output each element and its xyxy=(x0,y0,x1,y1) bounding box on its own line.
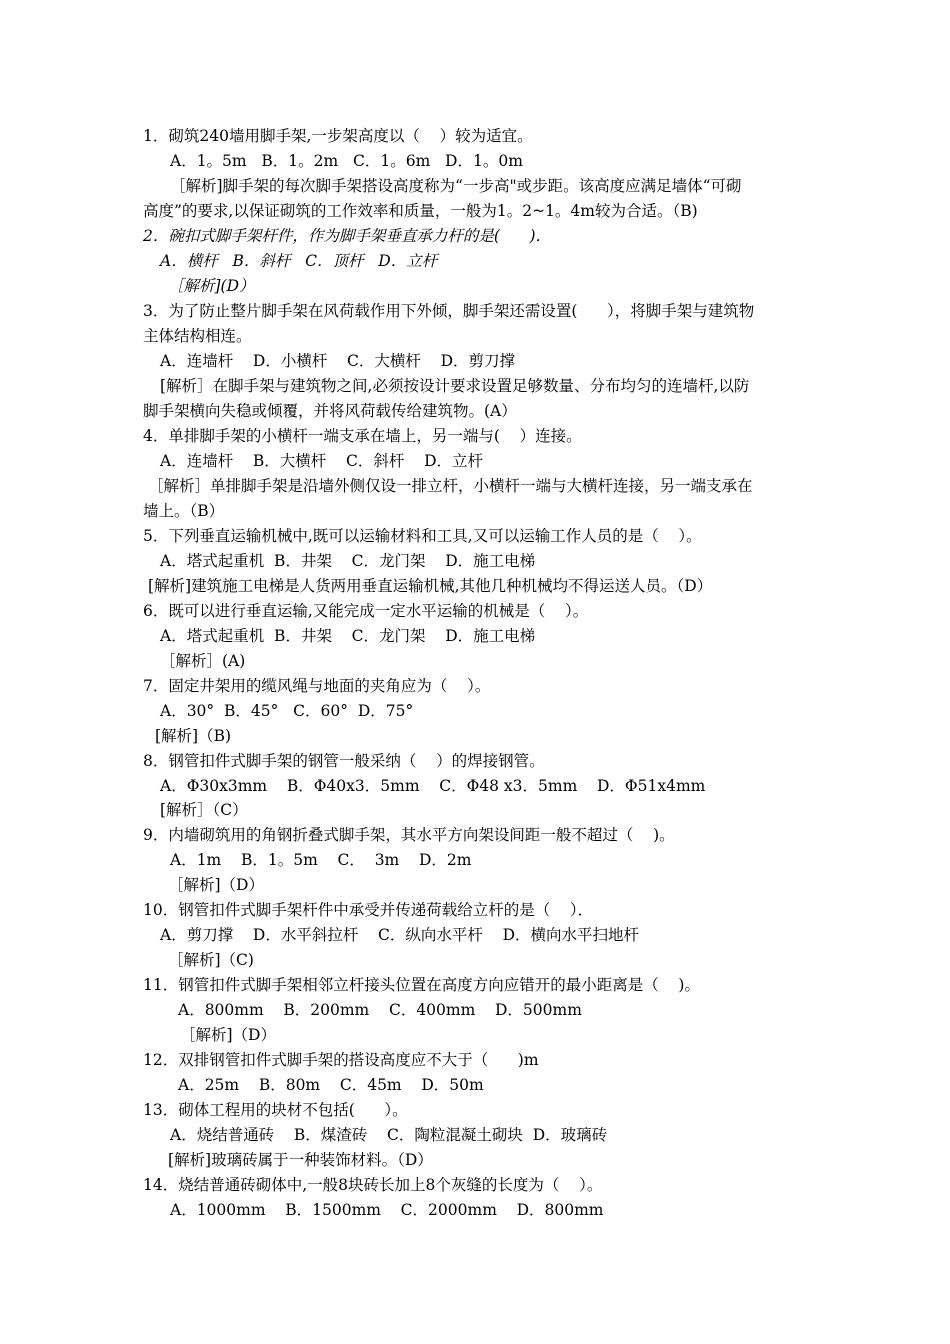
q14-options: A．1000mm B．1500mm C．2000mm D．800mm xyxy=(170,1201,604,1219)
q9-analysis: ［解析]（D） xyxy=(168,876,264,894)
q5-analysis: [解析]建筑施工电梯是人货两用垂直运输机械,其他几种机械均不得运送人员。（D） xyxy=(148,577,713,595)
q11-question: 11．钢管扣件式脚手架相邻立杆接头位置在高度方向应错开的最小距离是（ )。 xyxy=(143,976,700,994)
q3-analysis-line2: 脚手架横向失稳或倾覆，并将风荷载传给建筑物。(A） xyxy=(143,402,517,420)
q3-question-line1: 3．为了防止整片脚手架在风荷载作用下外倾，脚手架还需设置( ），将脚手架与建筑物 xyxy=(143,302,755,320)
q13-analysis: [解析]玻璃砖属于一种装饰材料。（D） xyxy=(168,1151,433,1169)
q1-analysis-line1: ［解析]脚手架的每次脚手架搭设高度称为“一步高"或步距。该高度应满足墙体“可砌 xyxy=(170,177,742,195)
q3-analysis-line1: [解析］在脚手架与建筑物之间,必须按设计要求设置足够数量、分布均匀的连墙杆,以防 xyxy=(160,377,750,395)
q1-question: 1．砌筑240墙用脚手架,一步架高度以（ ）较为适宜。 xyxy=(143,127,533,145)
q4-options: A．连墙杆 B．大横杆 C．斜杆 D．立杆 xyxy=(160,452,483,470)
q4-analysis-line2: 墙上。（B） xyxy=(143,502,225,520)
q14-question: 14．烧结普通砖砌体中,一般8块砖长加上8个灰缝的长度为（ ）。 xyxy=(143,1176,603,1194)
q9-options: A．1m B．1。5m C． 3m D．2m xyxy=(170,851,472,869)
q10-question: 10．钢管扣件式脚手架杆件中承受并传递荷载给立杆的是（ ）． xyxy=(143,901,594,919)
q3-options: A．连墙杆 D．小横杆 C．大横杆 D．剪刀撑 xyxy=(160,352,516,370)
q6-question: 6．既可以进行垂直运输,又能完成一定水平运输的机械是（ ）。 xyxy=(143,602,589,620)
q10-options: A．剪刀撑 D．水平斜拉杆 C．纵向水平杆 D．横向水平扫地杆 xyxy=(160,926,640,944)
q1-analysis-line2: 高度”的要求,以保证砌筑的工作效率和质量，一般为1。2~1。4m较为合适。（B) xyxy=(143,202,698,220)
q7-options: A．30° B．45° C．60° D．75° xyxy=(160,702,414,720)
q8-analysis: [解析］（C） xyxy=(160,801,248,819)
q8-question: 8．钢管扣件式脚手架的钢管一般采纳（ ）的焊接钢管。 xyxy=(143,752,545,770)
q12-question: 12．双排钢管扣件式脚手架的搭设高度应不大于（ )m xyxy=(143,1051,539,1069)
q7-question: 7．固定井架用的缆风绳与地面的夹角应为（ ）。 xyxy=(143,677,491,695)
q13-question: 13．砌体工程用的块材不包括( ）。 xyxy=(143,1101,408,1119)
q7-analysis: [解析]（B) xyxy=(155,727,232,745)
q5-question: 5．下列垂直运输机械中,既可以运输材料和工具,又可以运输工作人员的是（ ）。 xyxy=(143,527,702,545)
q12-options: A．25m B．80m C．45m D．50m xyxy=(178,1076,484,1094)
q2-question: 2．碗扣式脚手架杆件，作为脚手架垂直承力杆的是( )． xyxy=(143,227,552,245)
q10-analysis: ［解析]（C) xyxy=(168,951,254,969)
q8-options: A．Φ30x3mm B．Φ40x3．5mm C．Φ48 x3．5mm D．Φ51x4mm xyxy=(160,777,706,795)
q6-analysis: ［解析］(A) xyxy=(160,652,246,670)
q3-question-line2: 主体结构相连。 xyxy=(143,327,252,345)
q5-options: A．塔式起重机 B．井架 C．龙门架 D．施工电梯 xyxy=(160,552,536,570)
q4-analysis-line1: ［解析］单排脚手架是沿墙外侧仅设一排立杆，小横杆一端与大横杆连接，另一端支承在 xyxy=(148,477,753,495)
q2-analysis: ［解析](D） xyxy=(168,277,255,295)
q11-options: A．800mm B．200mm C．400mm D．500mm xyxy=(178,1001,582,1019)
q9-question: 9．内墙砌筑用的角钢折叠式脚手架，其水平方向架设间距一般不超过（ )。 xyxy=(143,826,675,844)
q4-question: 4．单排脚手架的小横杆一端支承在墙上，另一端与( ）连接。 xyxy=(143,427,582,445)
q1-options: A．1。5m B．1。2m C．1。6m D．1。0m xyxy=(170,152,523,170)
q6-options: A．塔式起重机 B．井架 C．龙门架 D．施工电梯 xyxy=(160,627,536,645)
q2-options: A．横杆 B．斜杆 C．顶杆 D．立杆 xyxy=(160,252,438,270)
q13-options: A．烧结普通砖 B．煤渣砖 C．陶粒混凝土砌块 D．玻璃砖 xyxy=(170,1126,608,1144)
q11-analysis: ［解析]（D） xyxy=(180,1026,276,1044)
